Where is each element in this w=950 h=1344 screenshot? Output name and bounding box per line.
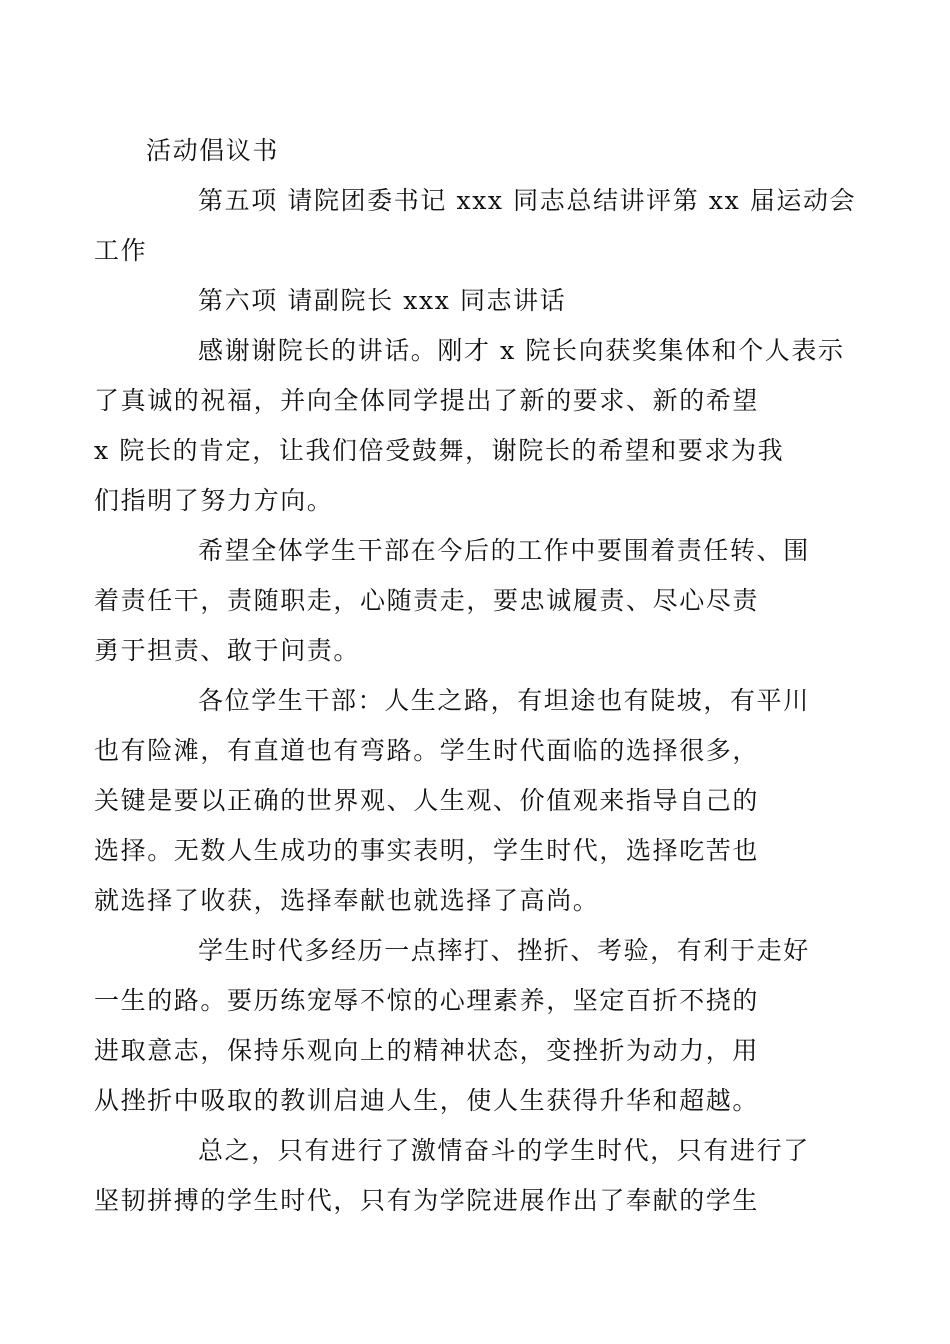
text-line: 也有险滩，有直道也有弯路。学生时代面临的选择很多， <box>94 736 760 765</box>
text-line: 总之，只有进行了激情奋斗的学生时代，只有进行了 <box>198 1136 810 1165</box>
text-line: 就选择了收获，选择奉献也就选择了高尚。 <box>94 886 600 915</box>
text-line: 选择。无数人生成功的事实表明，学生时代，选择吃苦也 <box>94 836 760 865</box>
text-line: 希望全体学生干部在今后的工作中要围着责任转、围 <box>198 536 810 565</box>
paragraph-title <box>146 126 808 176</box>
paragraph-item-five <box>94 176 857 276</box>
text-line: 们指明了努力方向。 <box>94 486 334 515</box>
text-line: 进取意志，保持乐观向上的精神状态，变挫折为动力，用 <box>94 1036 760 1065</box>
text-line: 学生时代多经历一点摔打、挫折、考验，有利于走好 <box>198 936 810 965</box>
text-line: 一生的路。要历练宠辱不惊的心理素养，坚定百折不挠的 <box>94 986 760 1015</box>
text-line: x 院长的肯定，让我们倍受鼓舞，谢院长的希望和要求为我 <box>94 436 785 465</box>
text-line: 工作 <box>94 236 148 265</box>
text-line: 关键是要以正确的世界观、人生观、价值观来指导自己的 <box>94 786 760 815</box>
text-line: 活动倡议书 <box>146 136 280 165</box>
text-line: 各位学生干部：人生之路，有坦途也有陡坡，有平川 <box>198 686 810 715</box>
paragraph-hope <box>94 526 810 676</box>
text-line: 从挫折中吸取的教训启迪人生，使人生获得升华和超越。 <box>94 1086 760 1115</box>
text-line: 第六项 请副院长 xxx 同志讲话 <box>198 286 567 315</box>
text-line: 感谢谢院长的讲话。刚才 x 院长向获奖集体和个人表示 <box>198 336 845 365</box>
text-line: 了真诚的祝福，并向全体同学提出了新的要求、新的希望 <box>94 386 760 415</box>
paragraph-life-road <box>94 676 810 926</box>
text-line: 第五项 请院团委书记 xxx 同志总结讲评第 xx 届运动会 <box>198 186 857 215</box>
paragraph-item-six <box>146 276 808 326</box>
text-line: 坚韧拼搏的学生时代，只有为学院进展作出了奉献的学生 <box>94 1186 760 1215</box>
text-line: 着责任干，责随职走，心随责走，要忠诚履责、尽心尽责 <box>94 586 760 615</box>
text-line: 勇于担责、敢于问责。 <box>94 636 361 665</box>
paragraph-experience <box>94 926 810 1126</box>
paragraph-thanks <box>94 326 845 526</box>
document-page <box>94 126 857 1226</box>
paragraph-conclusion <box>94 1126 810 1226</box>
